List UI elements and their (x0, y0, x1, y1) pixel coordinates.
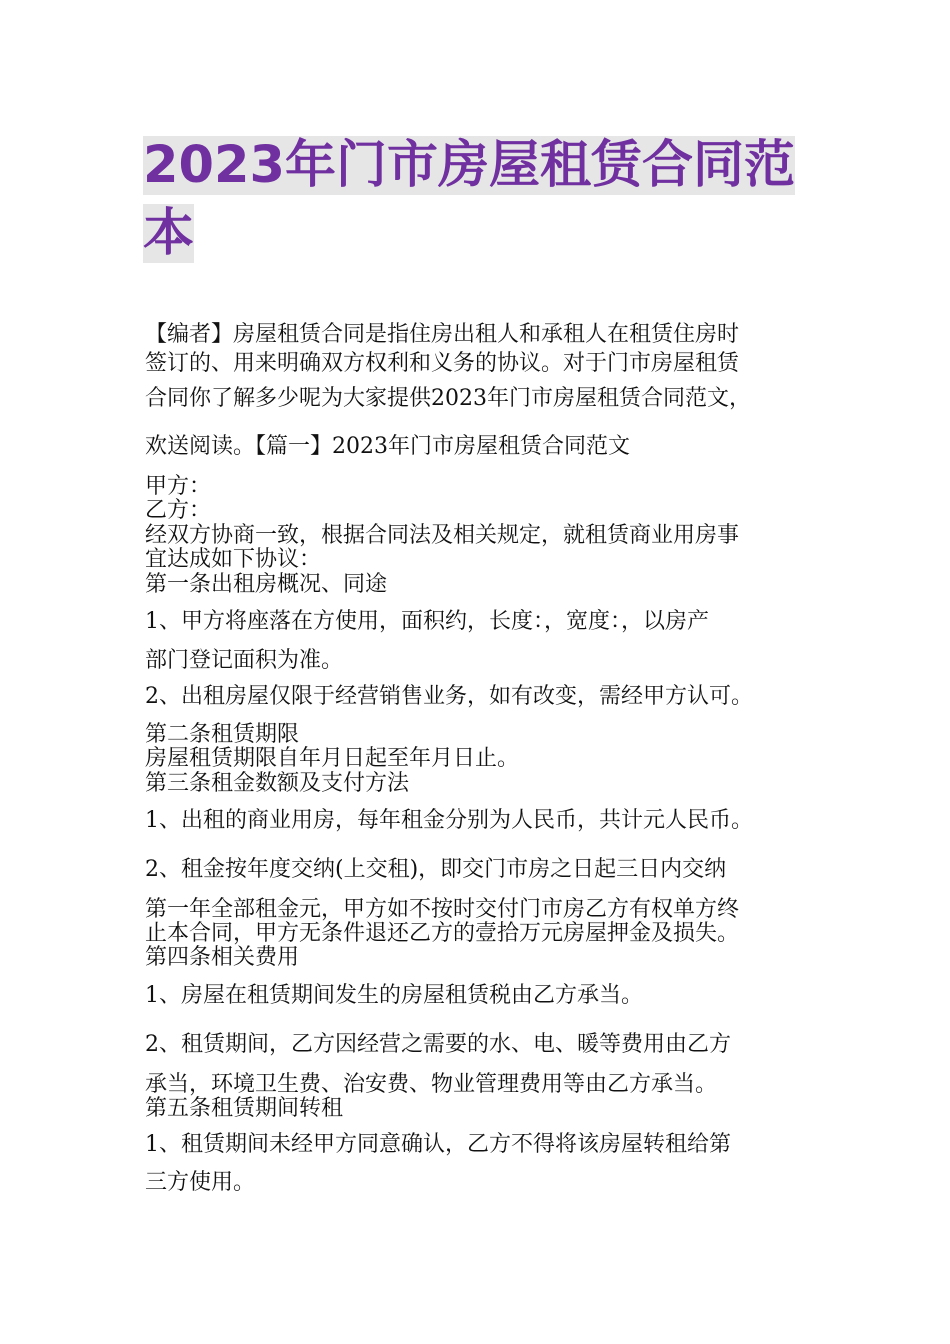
section-heading: 第一条出租房概况、同途 (145, 572, 388, 597)
paragraph-line: 1、出租的商业用房，每年租金分别为人民币，共计元人民币。 (145, 808, 753, 833)
section-heading: 第五条租赁期间转租 (145, 1096, 344, 1121)
paragraph-line: 2、租金按年度交纳(上交租)，即交门市房之日起三日内交纳 (145, 857, 727, 882)
paragraph-line: 经双方协商一致，根据合同法及相关规定，就租赁商业用房事 (145, 523, 740, 548)
paragraph-line: 三方使用。 (145, 1170, 256, 1195)
paragraph-line: 止本合同，甲方无条件退还乙方的壹拾万元房屋押金及损失。 (145, 921, 740, 946)
party-a-label: 甲方： (145, 474, 212, 499)
section-heading: 第二条租赁期限 (145, 722, 300, 747)
paragraph-line: 欢送阅读。【篇一】2023年门市房屋租赁合同范文 (145, 434, 630, 459)
paragraph-line: 部门登记面积为准。 (145, 648, 344, 673)
paragraph-line: 1、租赁期间未经甲方同意确认，乙方不得将该房屋转租给第 (145, 1132, 731, 1157)
paragraph-line: 【编者】房屋租赁合同是指住房出租人和承租人在租赁住房时 (145, 322, 740, 347)
section-heading: 第三条租金数额及支付方法 (145, 771, 410, 796)
paragraph-line: 签订的、用来明确双方权利和义务的协议。对于门市房屋租赁 (145, 351, 740, 376)
paragraph-line: 2、租赁期间，乙方因经营之需要的水、电、暖等费用由乙方 (145, 1032, 731, 1057)
paragraph-line: 合同你了解多少呢为大家提供2023年门市房屋租赁合同范文， (145, 386, 751, 411)
page-title-text: 2023年门市房屋租赁合同范本 (143, 136, 795, 263)
paragraph-line: 1、房屋在租赁期间发生的房屋租赁税由乙方承当。 (145, 983, 643, 1008)
paragraph-line: 宜达成如下协议： (145, 547, 322, 572)
section-heading: 第四条相关费用 (145, 945, 300, 970)
party-b-label: 乙方： (145, 498, 212, 523)
paragraph-line: 第一年全部租金元，甲方如不按时交付门市房乙方有权单方终 (145, 897, 740, 922)
paragraph-line: 房屋租赁期限自年月日起至年月日止。 (145, 746, 520, 771)
paragraph-line: 2、出租房屋仅限于经营销售业务，如有改变，需经甲方认可。 (145, 684, 753, 709)
page-title (143, 132, 843, 268)
paragraph-line: 承当，环境卫生费、治安费、物业管理费用等由乙方承当。 (145, 1072, 718, 1097)
paragraph-line: 1、甲方将座落在方使用，面积约，长度：，宽度：，以房产 (145, 609, 709, 634)
